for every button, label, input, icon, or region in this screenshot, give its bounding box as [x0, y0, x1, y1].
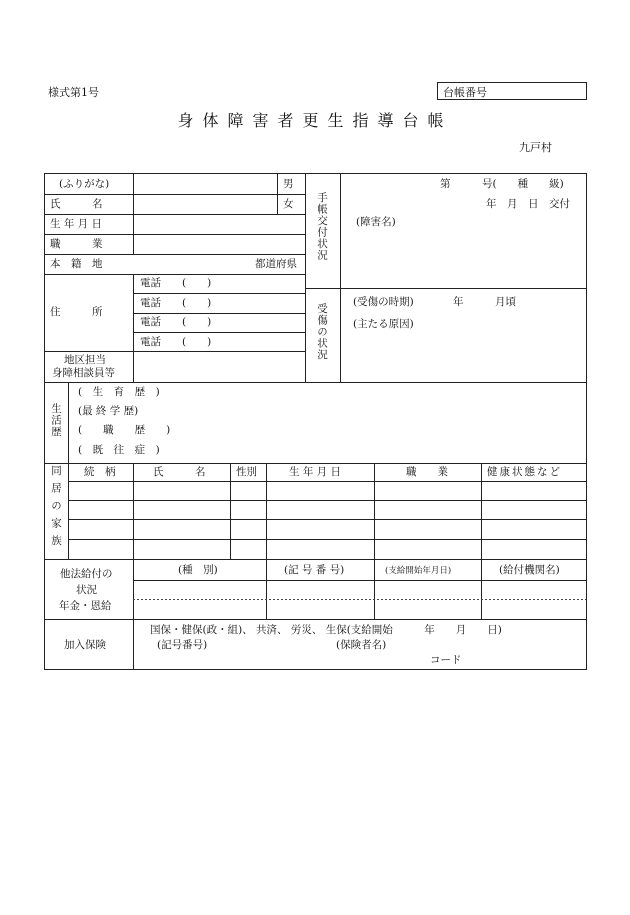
- gender-female[interactable]: 女: [283, 198, 294, 210]
- page-title: 身体障害者更生指導台帳: [177, 111, 453, 130]
- life-history-item: ( 既 往 症 ): [78, 444, 160, 456]
- phone-entry: 電話 ( ): [140, 336, 212, 348]
- benefits-column-header: (種 別): [178, 564, 218, 576]
- ledger-number-label: 台帳番号: [443, 86, 487, 99]
- benefits-label: 年金・恩給: [59, 600, 112, 612]
- benefits-column-header: (給付機関名): [499, 564, 560, 576]
- injury-time-suffix: 年 月頃: [453, 296, 516, 308]
- phone-entry: 電話 ( ): [140, 316, 212, 328]
- life-history-side-label: 生活歴: [50, 403, 62, 438]
- address-label: 住 所: [50, 306, 103, 318]
- family-side-label: 同居の家族: [50, 465, 62, 553]
- district-counselor-label: 身障相談員等: [52, 367, 115, 379]
- injury-time-label: (受傷の時期): [353, 296, 414, 308]
- occupation-label: 職 業: [50, 238, 103, 250]
- life-history-item: (最 終 学 歴): [78, 405, 139, 417]
- family-column-header: 健康状態など: [487, 466, 562, 478]
- benefits-column-header: (支給開始年月日): [385, 566, 452, 576]
- phone-entry: 電話 ( ): [140, 297, 212, 309]
- insurance-types: 国保・健保(政・組)、 共済、 労災、 生保(支給開始 年 月 日): [150, 624, 502, 636]
- furigana-label: (ふりがな): [59, 178, 110, 190]
- family-column-header: 続 柄: [84, 466, 116, 478]
- dob-label: 生 年 月 日: [50, 218, 103, 230]
- prefecture-suffix: 都道府県: [255, 258, 297, 270]
- district-counselor-label: 地区担当: [64, 354, 106, 366]
- gender-male[interactable]: 男: [283, 178, 294, 190]
- benefits-label: 他法給付の: [60, 568, 113, 580]
- life-history-item: ( 職 歴 ): [78, 424, 171, 436]
- benefits-label: 状況: [76, 584, 97, 596]
- disability-name-label: (障害名): [356, 216, 396, 228]
- injury-side-label: 受傷の状況: [316, 303, 328, 361]
- name-label: 氏 名: [50, 198, 103, 210]
- phone-entry: 電話 ( ): [140, 277, 212, 289]
- life-history-item: ( 生 育 歴 ): [78, 386, 160, 398]
- certificate-issue-date: 年 月 日 交付: [486, 198, 570, 210]
- insurance-insurer-name: (保険者名): [336, 639, 387, 651]
- injury-cause-label: (主たる原因): [353, 318, 414, 330]
- certificate-number-grade: 第 号( 種 級): [440, 178, 564, 190]
- village-name: 九戸村: [519, 141, 552, 154]
- insurance-symbol-number: (記号番号): [157, 639, 208, 651]
- family-column-header: 性別: [236, 466, 257, 478]
- family-column-header: 職 業: [406, 466, 448, 478]
- insurance-label: 加入保険: [64, 639, 106, 651]
- form-number: 様式第1号: [48, 86, 99, 99]
- certificate-side-label: 手帳交付状況: [316, 192, 328, 261]
- benefits-column-header: (記 号 番 号): [284, 564, 345, 576]
- domicile-label: 本 籍 地: [50, 258, 103, 270]
- family-column-header: 氏 名: [153, 466, 206, 478]
- family-column-header: 生 年 月 日: [289, 466, 342, 478]
- insurance-code: コード: [430, 654, 462, 666]
